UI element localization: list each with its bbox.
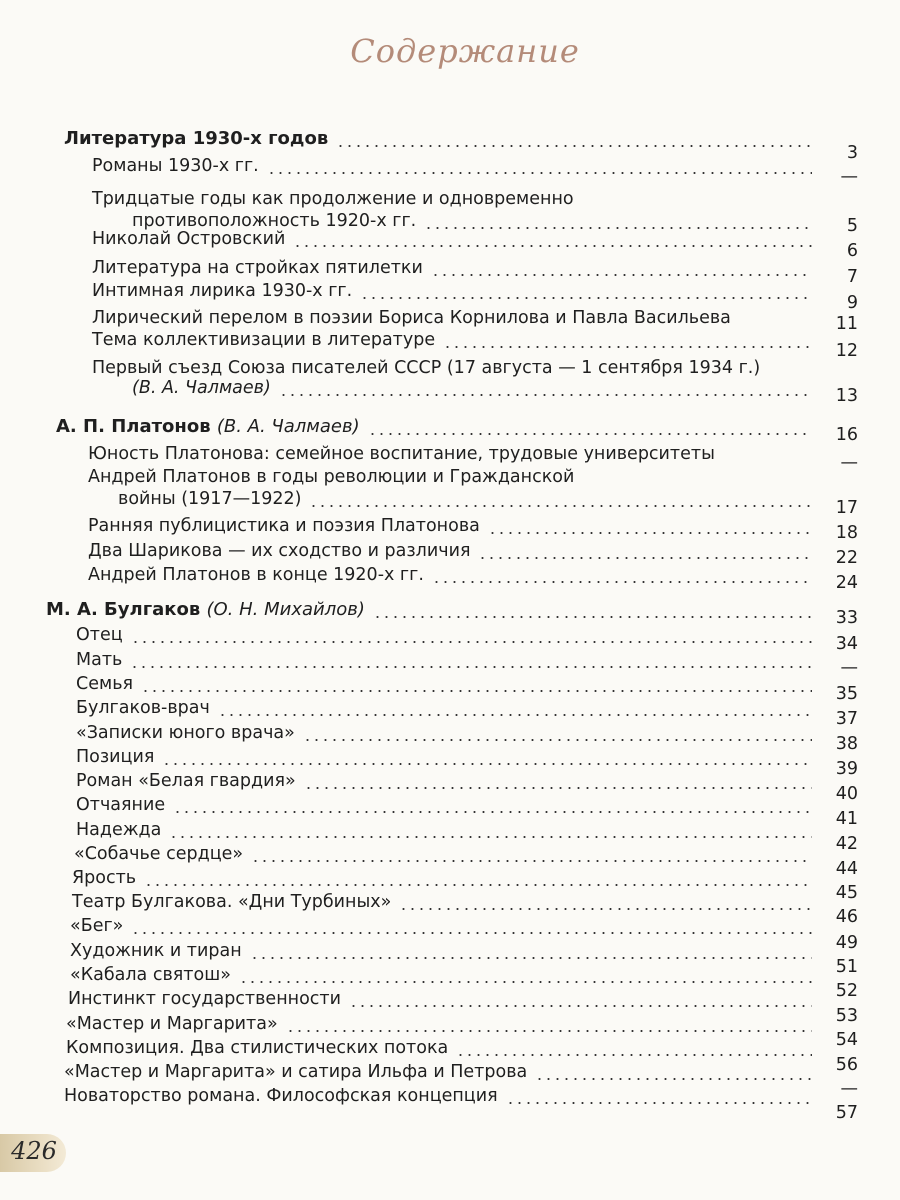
toc-entry bbox=[92, 307, 731, 329]
dot-leader bbox=[131, 641, 812, 643]
dot-leader bbox=[239, 981, 812, 983]
toc-page-number: 5 bbox=[846, 216, 858, 236]
toc-section-title bbox=[64, 128, 328, 150]
dot-leader bbox=[144, 884, 812, 886]
dot-leader bbox=[336, 145, 812, 147]
toc-page-number: 16 bbox=[835, 425, 858, 445]
toc-page-number: — bbox=[840, 658, 858, 678]
toc-entry-text: Первый съезд Союза писателей СССР (17 августа — 1 сентября 1934 г.) bbox=[92, 358, 761, 378]
dot-leader bbox=[309, 505, 812, 507]
toc-page-number: 9 bbox=[846, 293, 858, 313]
toc-entry-text: «Мастер и Маргарита» и сатира Ильфа и Петрова bbox=[64, 1062, 528, 1082]
toc-page-number: 3 bbox=[846, 143, 858, 163]
dot-leader bbox=[279, 394, 812, 396]
toc-entry-text: Андрей Платонов в конце 1920-х гг. bbox=[88, 565, 424, 585]
toc-page-number: 45 bbox=[835, 883, 858, 903]
toc-entry bbox=[92, 188, 574, 210]
toc-entry-text: Ярость bbox=[72, 868, 137, 888]
dot-leader bbox=[304, 787, 812, 789]
toc-entry-text: Роман «Белая гвардия» bbox=[76, 771, 296, 791]
toc-entry bbox=[76, 722, 295, 744]
toc-page-number: — bbox=[840, 167, 858, 187]
toc-entry-text: Инстинкт государственности bbox=[68, 989, 341, 1009]
dot-leader bbox=[443, 346, 812, 348]
dot-leader bbox=[141, 690, 812, 692]
toc-entry-text: Позиция bbox=[76, 747, 155, 767]
dot-leader bbox=[478, 557, 812, 559]
toc-entry-text: Художник и тиран bbox=[70, 941, 242, 961]
toc-page-number: 41 bbox=[835, 809, 858, 829]
toc-section-title bbox=[56, 416, 360, 438]
dot-leader bbox=[162, 763, 812, 765]
toc-entry-text: Отец bbox=[76, 625, 123, 645]
toc-entry-text: «Кабала святош» bbox=[70, 965, 231, 985]
toc-page-number: 7 bbox=[846, 267, 858, 287]
dot-leader bbox=[349, 1005, 812, 1007]
toc-page-number: — bbox=[840, 453, 858, 473]
toc-entry bbox=[64, 1061, 527, 1083]
toc-entry-text: Театр Булгакова. «Дни Турбиных» bbox=[72, 892, 392, 912]
toc-author: (О. Н. Михайлов) bbox=[206, 599, 365, 620]
toc-entry-text: Два Шарикова — их сходство и различия bbox=[88, 541, 471, 561]
dot-leader bbox=[399, 908, 812, 910]
dot-leader bbox=[431, 274, 812, 276]
toc-page-number: 37 bbox=[835, 709, 858, 729]
toc-page-number: 24 bbox=[835, 573, 858, 593]
toc-page-number: 33 bbox=[835, 608, 858, 628]
page-title: Содержание bbox=[350, 32, 580, 70]
toc-entry bbox=[132, 377, 271, 399]
toc-entry-text: Романы 1930-х гг. bbox=[92, 156, 259, 176]
toc-entry bbox=[66, 1013, 278, 1035]
toc-page-number: 44 bbox=[835, 859, 858, 879]
toc-author: (В. А. Чалмаев) bbox=[216, 416, 360, 437]
toc-entry bbox=[92, 228, 285, 250]
toc-entry bbox=[70, 964, 231, 986]
toc-entry bbox=[76, 673, 133, 695]
toc-entry bbox=[88, 443, 715, 465]
toc-page-number: 52 bbox=[835, 981, 858, 1001]
toc-entry bbox=[72, 891, 391, 913]
dot-leader bbox=[173, 811, 812, 813]
toc-entry-text: Булгаков-врач bbox=[76, 698, 210, 718]
toc-entry-text: Семья bbox=[76, 674, 134, 694]
toc-page-number: 51 bbox=[835, 957, 858, 977]
dot-leader bbox=[360, 297, 812, 299]
toc-entry bbox=[92, 357, 760, 379]
toc-entry-text: Композиция. Два стилистических потока bbox=[66, 1038, 449, 1058]
toc-entry-text: Тема коллективизации в литературе bbox=[92, 330, 436, 350]
dot-leader bbox=[250, 957, 812, 959]
toc-entry-text: М. А. Булгаков bbox=[46, 599, 207, 620]
toc-entry bbox=[92, 280, 352, 302]
toc-entry-text: Надежда bbox=[76, 820, 162, 840]
toc-entry bbox=[118, 488, 301, 510]
dot-leader bbox=[506, 1102, 812, 1104]
dot-leader bbox=[131, 932, 812, 934]
toc-entry bbox=[76, 746, 154, 768]
toc-entry-text: Новаторство романа. Философская концепция bbox=[64, 1086, 498, 1106]
toc-page-number: 42 bbox=[835, 834, 858, 854]
toc-entry bbox=[88, 540, 470, 562]
toc-entry-text: А. П. Платонов bbox=[56, 416, 217, 437]
toc-entry-text: Лирический перелом в поэзии Бориса Корнилова и Павла Васильева bbox=[92, 308, 731, 328]
toc-entry bbox=[76, 697, 210, 719]
toc-page-number: — bbox=[840, 1079, 858, 1099]
toc-entry-text: Тридцатые годы как продолжение и одновременно bbox=[92, 189, 574, 209]
toc-page-number: 46 bbox=[835, 907, 858, 927]
toc-entry bbox=[88, 564, 424, 586]
dot-leader bbox=[130, 666, 812, 668]
toc-entry bbox=[76, 819, 161, 841]
toc-entry bbox=[92, 155, 259, 177]
dot-leader bbox=[424, 227, 812, 229]
toc-entry bbox=[76, 770, 296, 792]
toc-entry-text: Андрей Платонов в годы революции и Гражданской bbox=[88, 467, 575, 487]
toc-page-number: 11 bbox=[835, 314, 858, 334]
toc-page-number: 54 bbox=[835, 1030, 858, 1050]
dot-leader bbox=[432, 581, 812, 583]
toc-page-number: 53 bbox=[835, 1006, 858, 1026]
toc-page-number: 34 bbox=[835, 634, 858, 654]
dot-leader bbox=[373, 616, 812, 618]
toc-entry-text: Юность Платонова: семейное воспитание, трудовые университеты bbox=[88, 444, 715, 464]
toc-entry bbox=[72, 867, 136, 889]
dot-leader bbox=[535, 1078, 812, 1080]
toc-entry-text: войны (1917—1922) bbox=[118, 489, 302, 509]
dot-leader bbox=[218, 714, 812, 716]
dot-leader bbox=[251, 860, 812, 862]
toc-entry bbox=[66, 1037, 448, 1059]
toc-page-number: 13 bbox=[835, 386, 858, 406]
toc-entry-text: Литература 1930-х годов bbox=[64, 128, 329, 149]
toc-entry bbox=[92, 329, 435, 351]
toc-entry bbox=[88, 515, 480, 537]
toc-entry bbox=[92, 257, 423, 279]
toc-entry-text: Мать bbox=[76, 650, 123, 670]
toc-entry bbox=[76, 649, 122, 671]
dot-leader bbox=[169, 836, 812, 838]
toc-entry-text: «Бег» bbox=[70, 916, 124, 936]
toc-page-number: 12 bbox=[835, 341, 858, 361]
toc-entry bbox=[76, 624, 123, 646]
toc-entry-text: Отчаяние bbox=[76, 795, 166, 815]
toc-entry bbox=[64, 1085, 498, 1107]
toc-page-number: 40 bbox=[835, 784, 858, 804]
toc-page-number: 39 bbox=[835, 759, 858, 779]
dot-leader bbox=[456, 1054, 812, 1056]
toc-page-number: 35 bbox=[835, 684, 858, 704]
dot-leader bbox=[267, 172, 812, 174]
toc-page-number: 18 bbox=[835, 523, 858, 543]
toc-page-number: 56 bbox=[835, 1055, 858, 1075]
toc-section-title bbox=[46, 599, 365, 621]
toc-entry bbox=[70, 940, 242, 962]
dot-leader bbox=[293, 245, 812, 247]
page-number: 426 bbox=[11, 1137, 57, 1165]
dot-leader bbox=[303, 739, 812, 741]
dot-leader bbox=[286, 1030, 812, 1032]
toc-entry-text: Ранняя публицистика и поэзия Платонова bbox=[88, 516, 480, 536]
toc-page-number: 57 bbox=[835, 1103, 858, 1123]
toc-entry bbox=[88, 466, 574, 488]
toc-page-number: 17 bbox=[835, 498, 858, 518]
toc-entry-text: «Записки юного врача» bbox=[76, 723, 295, 743]
toc-entry bbox=[70, 915, 123, 937]
toc-page-number: 22 bbox=[835, 548, 858, 568]
dot-leader bbox=[368, 433, 812, 435]
toc-entry-text: Литература на стройках пятилетки bbox=[92, 258, 423, 278]
toc-entry-text: «Собачье сердце» bbox=[74, 844, 244, 864]
toc-entry-text: Николай Островский bbox=[92, 229, 286, 249]
toc-page-number: 38 bbox=[835, 734, 858, 754]
toc-entry bbox=[76, 794, 165, 816]
toc-entry bbox=[74, 843, 243, 865]
toc-page-number: 49 bbox=[835, 933, 858, 953]
toc-entry-text: (В. А. Чалмаев) bbox=[132, 378, 271, 398]
toc-entry-text: «Мастер и Маргарита» bbox=[66, 1014, 278, 1034]
dot-leader bbox=[488, 532, 812, 534]
toc-entry-text: Интимная лирика 1930-х гг. bbox=[92, 281, 353, 301]
toc-entry-text: противоположность 1920-х гг. bbox=[132, 211, 417, 231]
toc-entry bbox=[68, 988, 341, 1010]
toc-page-number: 6 bbox=[846, 241, 858, 261]
